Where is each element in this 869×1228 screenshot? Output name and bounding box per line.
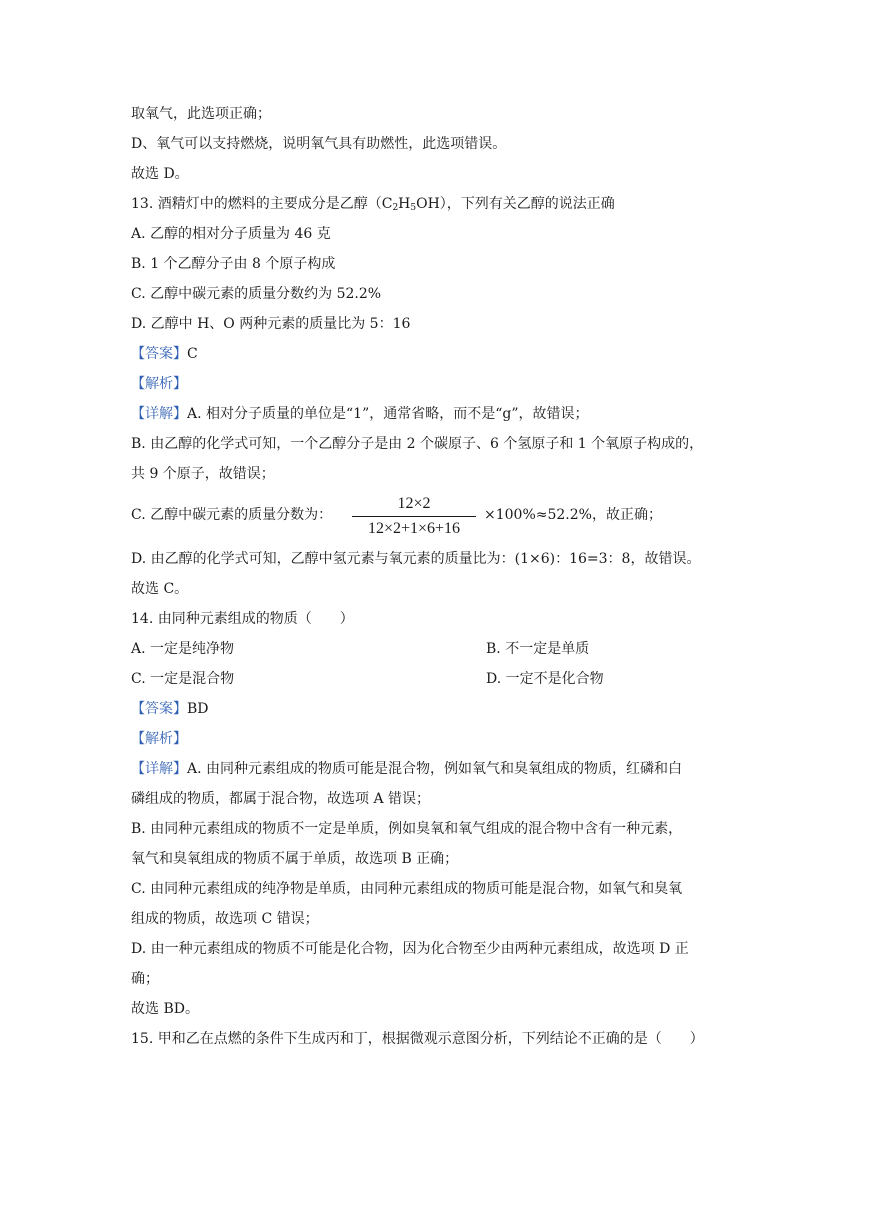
option-d: D. 一定不是化合物 bbox=[486, 671, 604, 687]
text-line: 氧气和臭氧组成的物质不属于单质，故选项 B 正确； bbox=[131, 851, 459, 867]
text-line: 组成的物质，故选项 C 错误； bbox=[131, 911, 319, 927]
text-line: C. 乙醇中碳元素的质量分数为： bbox=[131, 507, 333, 523]
question-14-stem: 14. 由同种元素组成的物质（ ） bbox=[131, 611, 354, 627]
fraction-denominator: 12×2+1×6+16 bbox=[367, 520, 461, 537]
question-13-stem bbox=[131, 194, 615, 218]
option-d: D. 乙醇中 H、O 两种元素的质量比为 5：16 bbox=[131, 316, 411, 332]
text-span: A. 由同种元素组成的物质可能是混合物，例如氧气和臭氧组成的物质，红磷和白 bbox=[187, 761, 683, 777]
analysis-label: 【解析】 bbox=[131, 376, 187, 392]
text-line: ×100%≈52.2%，故正确； bbox=[484, 507, 662, 523]
text-line: B. 由乙醇的化学式可知，一个乙醇分子是由 2 个碳原子、6 个氢原子和 1 个氧原子构成的， bbox=[131, 436, 704, 452]
text-line: 磷组成的物质，都属于混合物，故选项 A 错误； bbox=[131, 791, 431, 807]
text-line: 取氧气，此选项正确； bbox=[131, 106, 271, 122]
subscript: 2 bbox=[392, 203, 399, 213]
fraction-bar bbox=[352, 516, 476, 517]
option-b: B. 1 个乙醇分子由 8 个原子构成 bbox=[131, 256, 336, 272]
subscript: 5 bbox=[410, 203, 417, 213]
detail-line bbox=[131, 759, 682, 779]
answer-value: C bbox=[187, 346, 198, 362]
option-a: A. 一定是纯净物 bbox=[131, 641, 235, 657]
text-span: H bbox=[398, 196, 411, 212]
text-line: 故选 C。 bbox=[131, 581, 189, 597]
answer-line bbox=[131, 699, 209, 719]
answer-line bbox=[131, 344, 198, 364]
detail-label: 【详解】 bbox=[131, 406, 187, 422]
text-span: A. 相对分子质量的单位是“1”，通常省略，而不是“g”，故错误； bbox=[187, 406, 589, 422]
text-line: C. 由同种元素组成的纯净物是单质，由同种元素组成的物质可能是混合物，如氧气和臭氧 bbox=[131, 881, 683, 897]
text-line: 故选 D。 bbox=[131, 166, 189, 182]
text-line: B. 由同种元素组成的物质不一定是单质，例如臭氧和氧气组成的混合物中含有一种元素， bbox=[131, 821, 683, 837]
text-line: D. 由乙醇的化学式可知，乙醇中氢元素与氧元素的质量比为：(1×6)：16=3：8，故错误。 bbox=[131, 551, 701, 567]
question-15-stem: 15. 甲和乙在点燃的条件下生成丙和丁，根据微观示意图分析，下列结论不正确的是（ ） bbox=[131, 1031, 704, 1047]
option-c: C. 乙醇中碳元素的质量分数约为 52.2% bbox=[131, 286, 382, 302]
text-span: 13. 酒精灯中的燃料的主要成分是乙醇（C bbox=[131, 196, 393, 212]
mass-fraction bbox=[352, 493, 476, 540]
option-c: C. 一定是混合物 bbox=[131, 671, 235, 687]
answer-value: BD bbox=[187, 701, 209, 717]
text-line: D. 由一种元素组成的物质不可能是化合物，因为化合物至少由两种元素组成，故选项 D 正 bbox=[131, 941, 689, 957]
text-line: 确； bbox=[131, 971, 159, 987]
answer-label: 【答案】 bbox=[131, 701, 187, 717]
text-span: OH），下列有关乙醇的说法正确 bbox=[416, 196, 615, 212]
answer-label: 【答案】 bbox=[131, 346, 187, 362]
text-line: D、氧气可以支持燃烧，说明氧气具有助燃性，此选项错误。 bbox=[131, 136, 507, 152]
text-line: 共 9 个原子，故错误； bbox=[131, 466, 275, 482]
text-line: 故选 BD。 bbox=[131, 1001, 199, 1017]
analysis-label: 【解析】 bbox=[131, 731, 187, 747]
detail-label: 【详解】 bbox=[131, 761, 187, 777]
fraction-numerator: 12×2 bbox=[397, 495, 431, 512]
detail-line bbox=[131, 404, 589, 424]
option-b: B. 不一定是单质 bbox=[486, 641, 590, 657]
option-a: A. 乙醇的相对分子质量为 46 克 bbox=[131, 226, 331, 242]
